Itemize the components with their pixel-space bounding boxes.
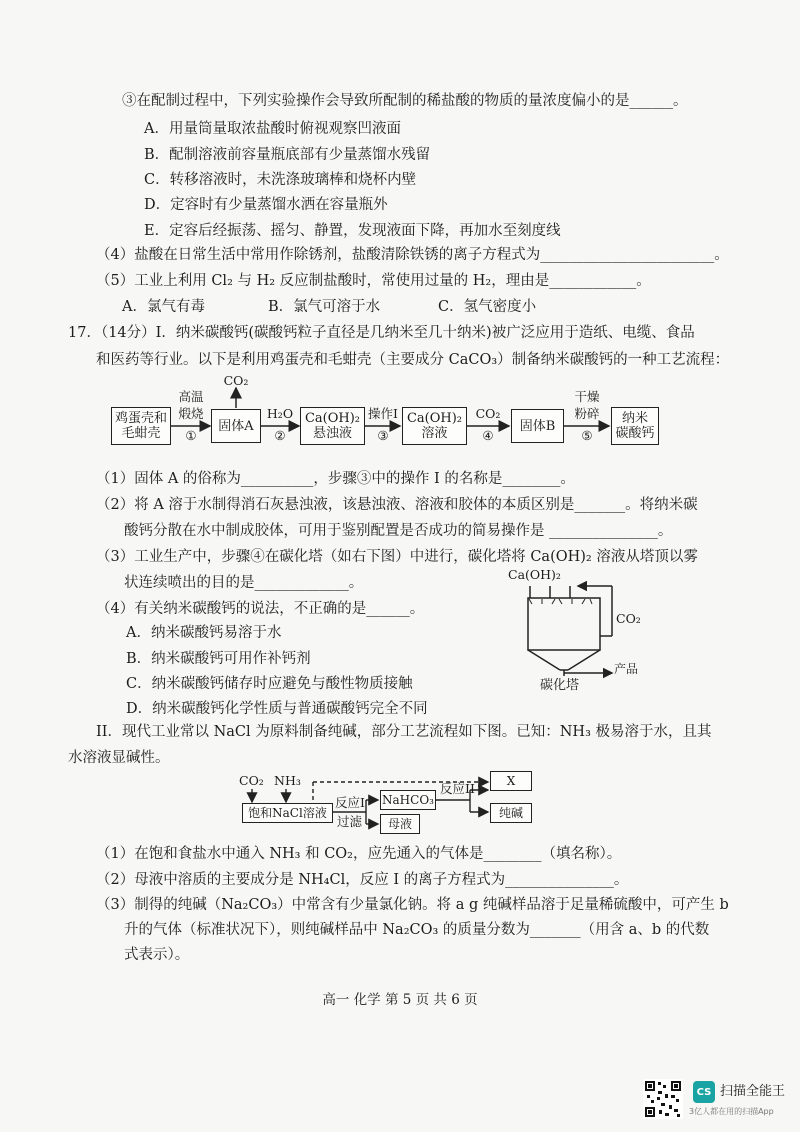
q17-part1-q3-line1: （3）工业生产中，步骤④在碳化塔（如右下图）中进行，碳化塔将 Ca(OH)₂ 溶液从塔顶以雾 bbox=[96, 549, 698, 565]
page-footer: 高一 化学 第 5 页 共 6 页 bbox=[322, 992, 478, 1008]
q17-part2-q1: （1）在饱和食盐水中通入 NH₃ 和 CO₂，应先通入的气体是________（填名称）。 bbox=[96, 846, 622, 862]
flow-box-caoh2-suspension: Ca(OH)₂ 悬浊液 bbox=[300, 407, 365, 445]
q17-part1-q4-option-d: D．纳米碳酸钙化学性质与普通碳酸钙完全不同 bbox=[126, 701, 428, 717]
q17-part2-q3-line2: 升的气体（标准状况下），则纯碱样品中 Na₂CO₃ 的质量分数为_______（用含 a、b 的代数 bbox=[124, 922, 710, 938]
flow-box-caoh2-solution: Ca(OH)₂ 溶液 bbox=[402, 407, 467, 445]
q17-intro-line2: 和医药等行业。以下是利用鸡蛋壳和毛蚶壳（主要成分 CaCO₃）制备纳米碳酸钙的一种工艺流程： bbox=[96, 352, 730, 368]
q16-part5-option-b: B．氯气可溶于水 bbox=[268, 299, 381, 315]
tower-label-top: Ca(OH)₂ bbox=[508, 567, 561, 582]
tower-drawing bbox=[500, 566, 670, 706]
step5-label-top1: 干燥 bbox=[574, 389, 600, 404]
flow2-box-saturated-nacl: 饱和NaCl溶液 bbox=[242, 803, 333, 823]
carbonization-tower-figure bbox=[500, 566, 670, 706]
tower-caption: 碳化塔 bbox=[540, 678, 580, 693]
q16-sub3-stem: ③在配制过程中，下列实验操作会导致所配制的稀盐酸的物质的量浓度偏小的是______。 bbox=[122, 93, 688, 109]
flow2-co2-label: CO₂ bbox=[239, 773, 264, 788]
q16-option-d: D．定容时有少量蒸馏水洒在容量瓶外 bbox=[144, 197, 388, 213]
q17-part1-q2-line2: 酸钙分散在水中制成胶体，可用于鉴别配置是否成功的简易操作是 _______________。 bbox=[124, 523, 673, 539]
q17-part2-q2: （2）母液中溶质的主要成分是 NH₄Cl，反应 I 的离子方程式为_______________。 bbox=[96, 872, 629, 888]
q16-option-b: B．配制溶液前容量瓶底部有少量蒸馏水残留 bbox=[144, 147, 431, 163]
watermark-subtitle: 3亿人都在用的扫描App bbox=[689, 1107, 774, 1116]
flow2-reaction1-label: 反应I bbox=[335, 795, 365, 810]
tower-label-co2: CO₂ bbox=[616, 611, 641, 626]
q16-option-e: E．定容后经振荡、摇匀、静置，发现液面下降，再加水至刻度线 bbox=[144, 223, 561, 239]
step4-number: ④ bbox=[482, 428, 494, 443]
q17-part1-q4: （4）有关纳米碳酸钙的说法，不正确的是______。 bbox=[96, 601, 425, 617]
q16-part4: （4）盐酸在日常生活中常用作除锈剂，盐酸清除铁锈的离子方程式为________________________。 bbox=[96, 247, 729, 263]
step4-label-top: CO₂ bbox=[475, 406, 501, 421]
flow-box-nano-caco3: 纳米 碳酸钙 bbox=[611, 407, 659, 445]
q17-part2-intro-line1: II．现代工业常以 NaCl 为原料制备纯碱，部分工艺流程如下图。已知：NH₃ 极易溶于水，且其 bbox=[96, 724, 712, 740]
step2-number: ② bbox=[274, 428, 286, 443]
flow-box-solid-a: 固体A bbox=[211, 409, 261, 443]
flow2-box-x: X bbox=[490, 771, 532, 791]
flow2-filter-label: 过滤 bbox=[337, 814, 363, 829]
step3-label-top: 操作I bbox=[368, 406, 398, 421]
step1-number: ① bbox=[185, 428, 197, 443]
camscanner-logo: CS bbox=[693, 1081, 715, 1103]
q17-part2-intro-line2: 水溶液显碱性。 bbox=[68, 750, 170, 766]
q16-part5: （5）工业上利用 Cl₂ 与 H₂ 反应制盐酸时，常使用过量的 H₂，理由是____________。 bbox=[96, 273, 651, 289]
q16-part5-option-a: A．氯气有毒 bbox=[122, 299, 205, 315]
q17-part1-q4-option-c: C．纳米碳酸钙储存时应避免与酸性物质接触 bbox=[126, 676, 413, 692]
flow2-nh3-label: NH₃ bbox=[274, 773, 301, 788]
q17-intro-line1: 17．（14分）I．纳米碳酸钙(碳酸钙粒子直径是几纳米至几十纳米)被广泛应用于造纸、电缆、食品 bbox=[68, 325, 695, 341]
step2-label-top: H₂O bbox=[266, 406, 294, 421]
q17-part1-q2-line1: （2）将 A 溶于水制得消石灰悬浊液，该悬浊液、溶液和胶体的本质区别是_______。将纳米碳 bbox=[96, 497, 698, 513]
q16-part5-option-c: C．氢气密度小 bbox=[438, 299, 537, 315]
q17-part1-q4-option-a: A．纳米碳酸钙易溶于水 bbox=[126, 625, 282, 641]
step5-label-top2: 粉碎 bbox=[574, 406, 600, 421]
step5-number: ⑤ bbox=[581, 428, 593, 443]
tower-label-product: 产品 bbox=[614, 662, 639, 676]
co2-release-label: CO₂ bbox=[223, 373, 249, 388]
q17-part1-q1: （1）固体 A 的俗称为__________，步骤③中的操作 I 的名称是________。 bbox=[96, 471, 575, 487]
q16-option-c: C．转移溶液时，未洗涤玻璃棒和烧杯内壁 bbox=[144, 172, 417, 188]
qr-code bbox=[643, 1079, 683, 1119]
q16-option-a: A．用量筒量取浓盐酸时俯视观察凹液面 bbox=[144, 121, 401, 137]
watermark-title: 扫描全能王 bbox=[720, 1084, 786, 1099]
q17-part1-q3-line2: 状连续喷出的目的是_____________。 bbox=[124, 575, 364, 591]
flow2-box-mother-liquor: 母液 bbox=[380, 814, 420, 834]
q17-part1-q4-option-b: B．纳米碳酸钙可用作补钙剂 bbox=[126, 651, 311, 667]
flow-box-shells: 鸡蛋壳和 毛蚶壳 bbox=[111, 407, 171, 445]
step1-label-top2: 煅烧 bbox=[178, 406, 204, 421]
flow2-box-soda: 纯碱 bbox=[490, 803, 532, 823]
flow-box-solid-b: 固体B bbox=[511, 409, 564, 443]
step3-number: ③ bbox=[377, 428, 389, 443]
q17-part2-q3-line3: 式表示）。 bbox=[124, 947, 190, 963]
flow2-reaction2-label: 反应II bbox=[440, 781, 475, 796]
step1-label-top1: 高温 bbox=[178, 389, 204, 404]
flow2-box-nahco3: NaHCO₃ bbox=[380, 790, 436, 810]
q17-part2-q3-line1: （3）制得的纯碱（Na₂CO₃）中常含有少量氯化钠。将 a g 纯碱样品溶于足量稀硫酸中，可产生 b bbox=[96, 897, 729, 913]
qr-code-icon bbox=[643, 1079, 683, 1119]
